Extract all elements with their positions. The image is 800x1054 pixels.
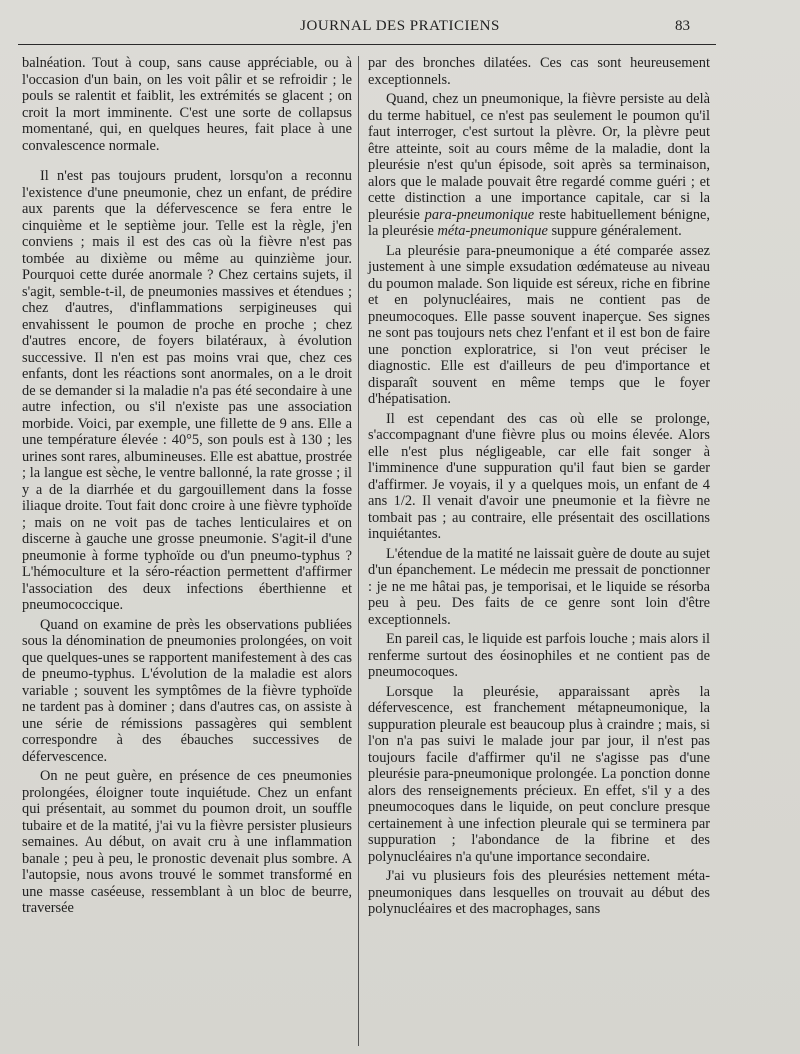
paragraph: La pleurésie para-pneumonique a été comparée assez justement à une simple exsudation œdémateuse au niveau du poumon malade. Son liquide est séreux, riche en fibrine et en polynucléaires, mais ne contient pas de pneumocoques. Elle passe souvent inaperçue. Ses signes ne sont pas toujours nets chez l'enfant et il est bon de faire une ponction exploratrice, si l'on veut préciser le diagnostic. Elle est d'ailleurs de peu d'importance et disparaît souvent en même temps que le foyer d'hépatisation. (368, 242, 710, 407)
paragraph: Lorsque la pleurésie, apparaissant après la défervescence, est franchement métapneumonique, la suppuration pleurale est beaucoup plus à craindre ; mais, si l'on n'a pas suivi le malade jour par jour, il n'est pas toujours facile d'affirmer qu'il ne s'agisse pas d'une pleurésie para-pneumonique prolongée. La ponction donne alors des renseignements précieux. En effet, s'il y a des pneumocoques dans le liquide, on peut conclure presque certainement à une infection pleurale qui se terminera par suppuration ; l'abondance de la fibrine et des polynucléaires n'a qu'une importance secondaire. (368, 683, 710, 865)
paragraph: J'ai vu plusieurs fois des pleurésies nettement méta-pneumoniques dans lesquelles on trouvait au début des polynucléaires et des macrophages, sans (368, 868, 710, 917)
header-rule (18, 44, 716, 45)
paragraph: Il n'est pas toujours prudent, lorsqu'on a reconnu l'existence d'une pneumonie, chez un enfant, de prédire aux parents que la défervescence se fera entre le cinquième et le septième jour. Telle est la règle, j'en conviens ; mais il est des cas où la fièvre n'est pas tombée au dixième ou même au quinzième jour. Pourquoi cette durée anormale ? Chez certains sujets, il s'agit, semble-t-il, de pneumonies massives et étendues ; chez d'autres, d'inflammations serpigineuses qui envahissent le poumon de proche en proche ; chez d'autres encore, de foyers bilatéraux, à évolution successive. Il n'en est pas moins vrai que, chez ces enfants, dont les réactions sont anormales, on a le droit de se demander si la maladie n'a pas été secondaire à une autre infection, ou s'il n'existe pas une association morbide. Voici, par exemple, une fillette de 9 ans. Elle a une température élevée : 40°5, son pouls est à 130 ; les urines sont rares, albumineuses. Elle est abattue, prostrée ; la langue est sèche, le ventre ballonné, la rate grosse ; il y a de la diarrhée et du gargouillement dans la fosse iliaque droite. Tout fait donc croire à une fièvre typhoïde ; mais on ne voit pas de taches lenticulaires et on discerne à gauche une grosse pneumonie. S'agit-il d'une pneumonie à forme typhoïde ou d'un pneumo-typhus ? L'hémoculture et la séro-réaction permettent d'affirmer l'association des deux infections éberthienne et pneumococcique. (22, 168, 352, 613)
paragraph: par des bronches dilatées. Ces cas sont heureusement exceptionnels. (368, 55, 710, 88)
column-divider (358, 56, 359, 1046)
text-run: suppure généralement. (547, 223, 682, 239)
text-run: reste habituellement bénigne, la pleurésie (368, 206, 710, 239)
paragraph: Quand on examine de près les observations publiées sous la dénomination de pneumonies prolongées, on voit que quelques-unes se rapportent manifestement à des cas de pneumo-typhus. L'évolution de la maladie est alors variable ; souvent les symptômes de la fièvre typhoïde ne tardent pas à dominer ; dans d'autres cas, on assiste à une série de rémissions passagères qui semblent correspondre à des ébauches successives de défervescence. (22, 616, 352, 765)
paragraph (368, 91, 710, 240)
paragraph: Il est cependant des cas où elle se prolonge, s'accompagnant d'une fièvre plus ou moins élevée. Alors elle n'est plus négligeable, car elle fait songer à l'imminence d'une suppuration qu'il faut bien se garder d'affirmer. Je voyais, il y a quelques mois, un enfant de 4 ans 1/2. Il venait d'avoir une pneumonie et la fièvre ne tombait pas ; au contraire, elle présentait des oscillations inquiétantes. (368, 410, 710, 542)
left-column (22, 55, 352, 920)
page-header (0, 16, 800, 40)
paragraph: En pareil cas, le liquide est parfois louche ; mais alors il renferme surtout des éosinophiles et ne contient pas de pneumocoques. (368, 631, 710, 680)
running-title: JOURNAL DES PRATICIENS (300, 18, 500, 34)
paragraph: On ne peut guère, en présence de ces pneumonies prolongées, éloigner toute inquiétude. Chez un enfant qui présentait, au sommet du poumon droit, un souffle tubaire et de la matité, j'ai vu la fièvre persister plusieurs semaines. Au début, on avait cru à une inflammation banale ; peu à peu, le pronostic devenait plus sombre. A l'autopsie, nous avons trouvé le sommet transformé en une masse caséeuse, ressemblant à un bloc de beurre, traversée (22, 768, 352, 916)
italic-term: para-pneumonique (424, 206, 535, 223)
paragraph: balnéation. Tout à coup, sans cause appréciable, ou à l'occasion d'un bain, on les voit pâlir et se refroidir ; le pouls se ralentit et faiblit, les extrémités se glacent ; on croit la mort imminente. C'est une sorte de collapsus momentané, qui, en quelques heures, fait place à une convalescence normale. (22, 55, 352, 154)
paragraph: L'étendue de la matité ne laissait guère de doute au sujet d'un épanchement. Le médecin me pressait de ponctionner : je ne me hâtai pas, je temporisai, et le liquide se résorba peu à peu. Des faits de ce genre sont loin d'être exceptionnels. (368, 545, 710, 628)
italic-term: méta-pneumonique (437, 223, 548, 239)
right-column (368, 55, 710, 921)
page-number: 83 (675, 18, 690, 34)
text-run: Quand, chez un pneumonique, la fièvre persiste au delà du terme habituel, ce n'est pas seulement le poumon qu'il faut interroger, c'est surtout la plèvre. Or, la plèvre peut être atteinte, soit au cours même de la maladie, dont la pleurésie n'est qu'un épisode, soit après sa terminaison, alors que le malade pouvait être regardé comme guéri ; et cette distinction a une importance capitale, car si la pleurésie (368, 91, 710, 223)
